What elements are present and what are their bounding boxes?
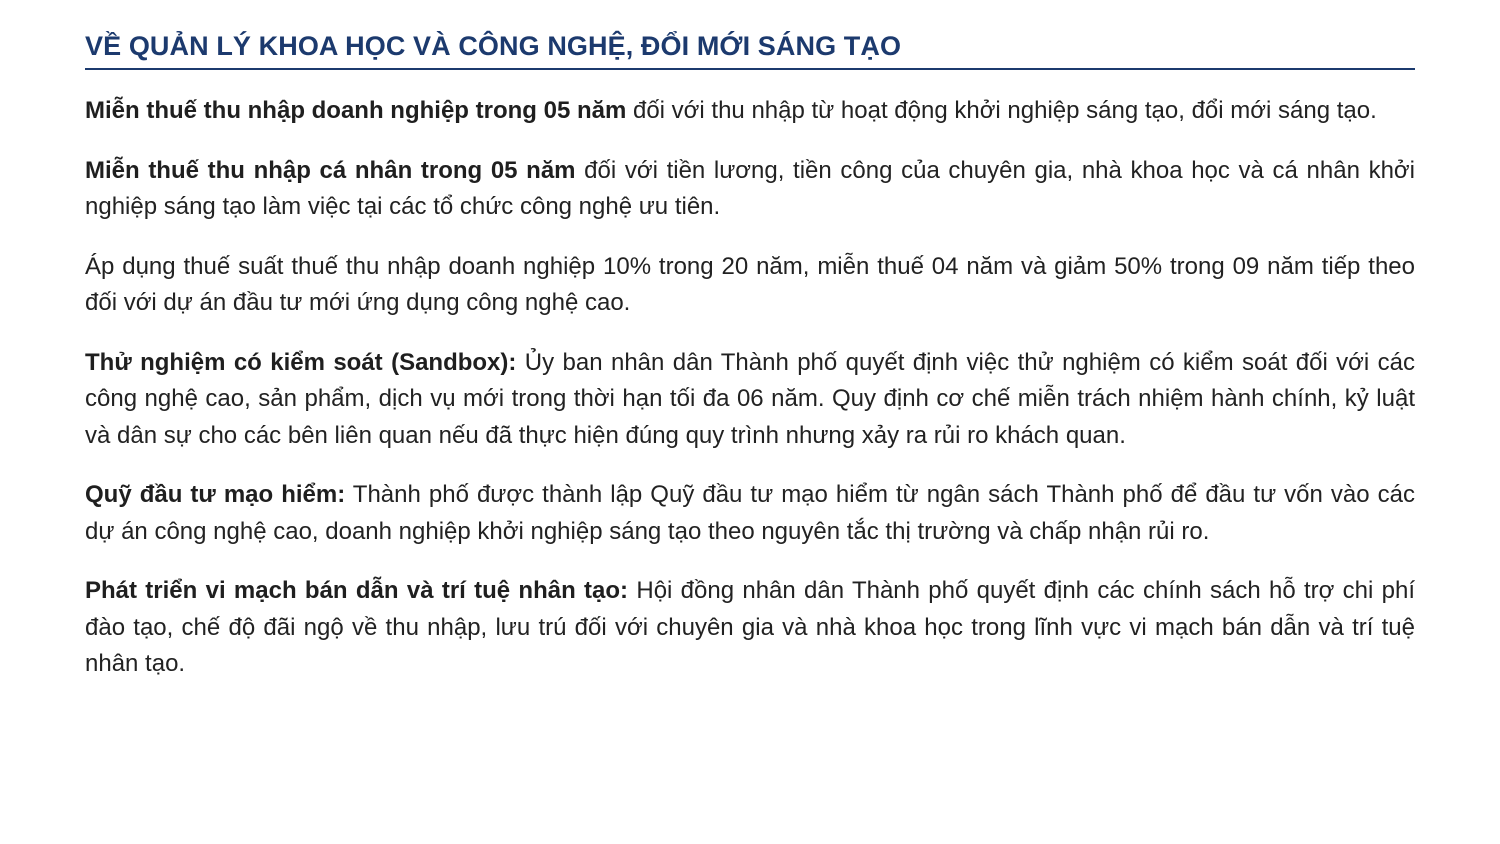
policy-lead: Thử nghiệm có kiểm soát (Sandbox): [85,348,517,376]
section-heading: VỀ QUẢN LÝ KHOA HỌC VÀ CÔNG NGHỆ, ĐỔI MỚI SÁNG TẠO [85,31,902,61]
policy-body: Ủy ban nhân dân Thành phố quyết định việc thử nghiệm có kiểm soát đối với các công nghệ cao, sản phẩm, dịch vụ mới trong thời hạn tối đa 06 năm. Quy định cơ chế miễn trách nhiệm hành chính, kỷ luật và dân sự cho các bên liên quan nếu đã thực hiện đúng quy trình nhưng xảy ra rủi ro khách quan. [85,348,1415,449]
policy-body: Hội đồng nhân dân Thành phố quyết định các chính sách hỗ trợ chi phí đào tạo, chế độ đãi ngộ về thu nhập, lưu trú đối với chuyên gia và nhà khoa học trong lĩnh vực vi mạch bán dẫn và trí tuệ nhân tạo. [85,577,1415,677]
policy-body: Thành phố được thành lập Quỹ đầu tư mạo hiểm từ ngân sách Thành phố để đầu tư vốn vào các dự án công nghệ cao, doanh nghiệp khởi nghiệp sáng tạo theo nguyên tắc thị trường và chấp nhận rủi ro. [85,481,1415,545]
policy-lead: Miễn thuế thu nhập cá nhân trong 05 năm [85,156,576,184]
policy-lead: Phát triển vi mạch bán dẫn và trí tuệ nhân tạo: [85,577,629,604]
policy-body: đối với tiền lương, tiền công của chuyên gia, nhà khoa học và cá nhân khởi nghiệp sáng tạo làm việc tại các tổ chức công nghệ ưu tiên. [85,156,1415,220]
policy-paragraph-sandbox [85,345,1415,455]
policy-body: đối với thu nhập từ hoạt động khởi nghiệp sáng tạo, đổi mới sáng tạo. [626,97,1377,124]
heading-divider [85,68,1415,70]
policy-list [85,93,1415,683]
policy-paragraph-tax-rate [85,249,1415,322]
policy-paragraph-venture-fund [85,477,1415,550]
policy-paragraph-semiconductor-ai [85,573,1415,683]
policy-lead: Miễn thuế thu nhập doanh nghiệp trong 05 năm [85,97,627,124]
policy-paragraph-personal-tax [85,153,1415,226]
policy-body: Áp dụng thuế suất thuế thu nhập doanh nghiệp 10% trong 20 năm, miễn thuế 04 năm và giảm 50% trong 09 năm tiếp theo đối với dự án đầu tư mới ứng dụng công nghệ cao. [85,252,1415,316]
policy-lead: Quỹ đầu tư mạo hiểm: [85,481,346,508]
document-page [85,0,1415,706]
policy-paragraph-corporate-tax [85,93,1415,130]
